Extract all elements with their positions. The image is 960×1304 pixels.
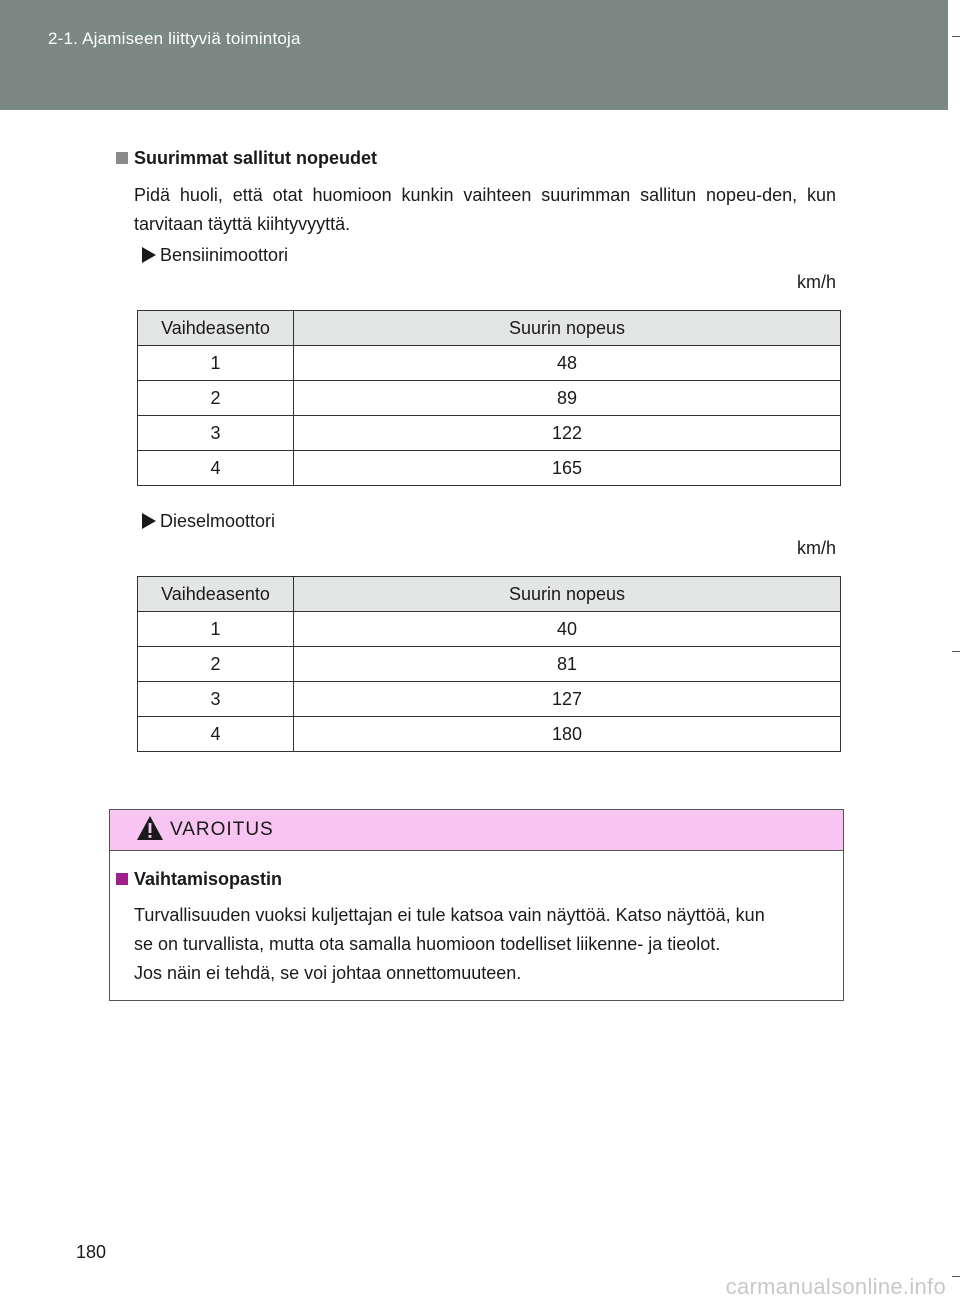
square-bullet-icon (116, 152, 128, 164)
diesel-label-text: Dieselmoottori (160, 511, 276, 531)
warning-box (109, 809, 844, 1001)
gear-cell: 2 (138, 647, 294, 682)
triangle-bullet-icon (142, 247, 156, 263)
chapter-title: 2-1. Ajamiseen liittyviä toimintoja (48, 29, 301, 48)
gear-cell: 1 (138, 612, 294, 647)
column-header: Suurin nopeus (294, 577, 841, 612)
warning-text (134, 901, 838, 988)
gear-cell: 4 (138, 717, 294, 752)
warning-line: Turvallisuuden vuoksi kuljettajan ei tule katsoa vain näyttöä. Katso näyttöä, kun (134, 905, 765, 925)
table-row (138, 717, 841, 752)
petrol-label (142, 245, 288, 266)
speed-cell: 122 (294, 416, 841, 451)
warning-header (110, 810, 843, 851)
page-header (0, 0, 948, 110)
section-heading-text: Suurimmat sallitut nopeudet (134, 148, 378, 168)
table-row (138, 416, 841, 451)
warning-subheading (116, 869, 282, 890)
warning-triangle-icon (136, 815, 164, 841)
diesel-speed-table (137, 576, 841, 752)
speed-cell: 180 (294, 717, 841, 752)
column-header: Vaihdeasento (138, 311, 294, 346)
table-row (138, 612, 841, 647)
diesel-unit: km/h (796, 538, 836, 558)
table-header-row (138, 577, 841, 612)
warning-line: Jos näin ei tehdä, se voi johtaa onnettomuuteen. (134, 963, 522, 983)
table-row (138, 682, 841, 717)
table-row (138, 451, 841, 486)
section-heading (116, 148, 377, 169)
warning-subheading-text: Vaihtamisopastin (134, 869, 283, 889)
speed-cell: 127 (294, 682, 841, 717)
warning-title: VAROITUS (170, 819, 274, 840)
gear-cell: 1 (138, 346, 294, 381)
watermark: carmanualsonline.info (725, 1274, 946, 1299)
intro-paragraph: Pidä huoli, että otat huomioon kunkin vaihteen suurimman sallitun nopeu-den, kun tarvitaan täyttä kiihtyvyyttä. (134, 185, 836, 234)
speed-cell: 89 (294, 381, 841, 416)
column-header: Vaihdeasento (138, 577, 294, 612)
crop-mark (952, 36, 960, 37)
table-row (138, 381, 841, 416)
warning-line: se on turvallista, mutta ota samalla huomioon todelliset liikenne- ja tieolot. (134, 934, 721, 954)
triangle-bullet-icon (142, 513, 156, 529)
table-row (138, 346, 841, 381)
petrol-unit: km/h (796, 272, 836, 292)
speed-cell: 165 (294, 451, 841, 486)
crop-mark (952, 651, 960, 652)
gear-cell: 4 (138, 451, 294, 486)
diesel-label (142, 511, 275, 532)
square-bullet-icon (116, 873, 128, 885)
table-header-row (138, 311, 841, 346)
table-row (138, 647, 841, 682)
gear-cell: 3 (138, 416, 294, 451)
petrol-speed-table (137, 310, 841, 486)
page-number: 180 (76, 1242, 107, 1262)
crop-mark (952, 1276, 960, 1277)
gear-cell: 2 (138, 381, 294, 416)
petrol-label-text: Bensiinimoottori (160, 245, 289, 265)
speed-cell: 81 (294, 647, 841, 682)
speed-cell: 48 (294, 346, 841, 381)
column-header: Suurin nopeus (294, 311, 841, 346)
gear-cell: 3 (138, 682, 294, 717)
speed-cell: 40 (294, 612, 841, 647)
